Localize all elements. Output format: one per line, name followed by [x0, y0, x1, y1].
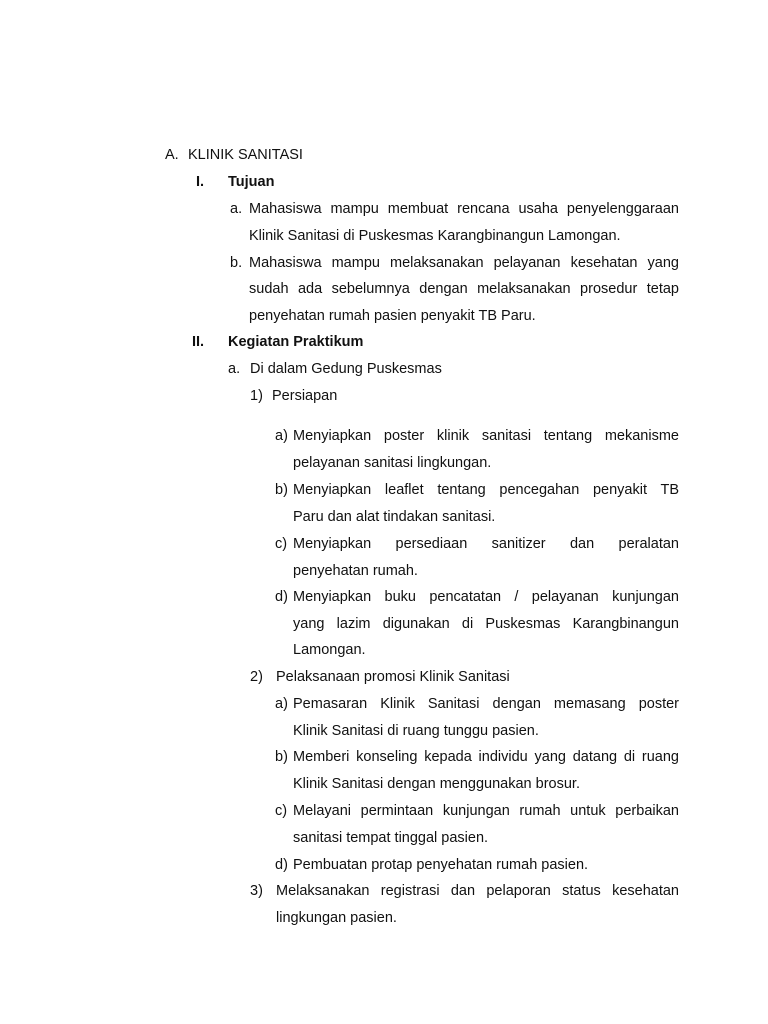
list-marker: a): [275, 696, 288, 712]
sub-marker: a.: [228, 361, 241, 377]
list-item-line: Memberi konseling kepada individu yang datang di ruang: [293, 749, 679, 765]
list-marker: c): [275, 803, 288, 819]
part2-numeral: II.: [192, 334, 205, 350]
list-item-line: penyehatan rumah.: [293, 563, 418, 579]
list-marker: a.: [230, 201, 243, 217]
list-item-line: Menyiapkan persediaan sanitizer dan peralatan: [293, 536, 679, 552]
list-item-line: Pembuatan protap penyehatan rumah pasien.: [293, 857, 589, 873]
list-item-line: Pemasaran Klinik Sanitasi dengan memasang poster: [293, 696, 679, 712]
list-item-line: Klinik Sanitasi dengan menggunakan brosur.: [293, 776, 580, 792]
list-item-line: pelayanan sanitasi lingkungan.: [293, 455, 492, 471]
list-marker: a): [275, 428, 288, 444]
part1-heading: Tujuan: [228, 174, 275, 190]
step-marker: 3): [250, 883, 263, 899]
section-title: KLINIK SANITASI: [188, 147, 303, 163]
list-item-line: sanitasi tempat tinggal pasien.: [293, 830, 489, 846]
list-marker: b): [275, 482, 288, 498]
list-item-line: Paru dan alat tindakan sanitasi.: [293, 509, 496, 525]
list-item-line: Mahasiswa mampu melaksanakan pelayanan kesehatan yang: [249, 255, 679, 271]
list-item-line: Menyiapkan leaflet tentang pencegahan penyakit TB: [293, 482, 679, 498]
list-marker: b.: [230, 255, 243, 271]
step-marker: 2): [250, 669, 263, 685]
sub-label: Di dalam Gedung Puskesmas: [250, 361, 442, 377]
step-line: lingkungan pasien.: [276, 910, 397, 926]
list-marker: d): [275, 589, 288, 605]
step-label: Pelaksanaan promosi Klinik Sanitasi: [276, 669, 510, 685]
list-item-line: Lamongan.: [293, 642, 366, 658]
list-item-line: Menyiapkan buku pencatatan / pelayanan kunjungan: [293, 589, 679, 605]
list-item-line: Klinik Sanitasi di Puskesmas Karangbinangun Lamongan.: [249, 228, 621, 244]
part2-heading: Kegiatan Praktikum: [228, 334, 364, 350]
list-item-line: sudah ada sebelumnya dengan melaksanakan prosedur tetap: [249, 281, 679, 297]
step-line: Melaksanakan registrasi dan pelaporan status kesehatan: [276, 883, 679, 899]
list-marker: c): [275, 536, 288, 552]
step-marker: 1): [250, 388, 263, 404]
step-label: Persiapan: [272, 388, 338, 404]
section-marker: A.: [165, 147, 179, 163]
list-item-line: penyehatan rumah pasien penyakit TB Paru.: [249, 308, 536, 324]
list-marker: d): [275, 857, 288, 873]
list-item-line: Mahasiswa mampu membuat rencana usaha penyelenggaraan: [249, 201, 679, 217]
list-item-line: Klinik Sanitasi di ruang tunggu pasien.: [293, 723, 539, 739]
list-marker: b): [275, 749, 288, 765]
list-item-line: Melayani permintaan kunjungan rumah untuk perbaikan: [293, 803, 679, 819]
list-item-line: yang lazim digunakan di Puskesmas Karangbinangun: [293, 616, 679, 632]
part1-numeral: I.: [196, 174, 205, 190]
list-item-line: Menyiapkan poster klinik sanitasi tentang mekanisme: [293, 428, 679, 444]
